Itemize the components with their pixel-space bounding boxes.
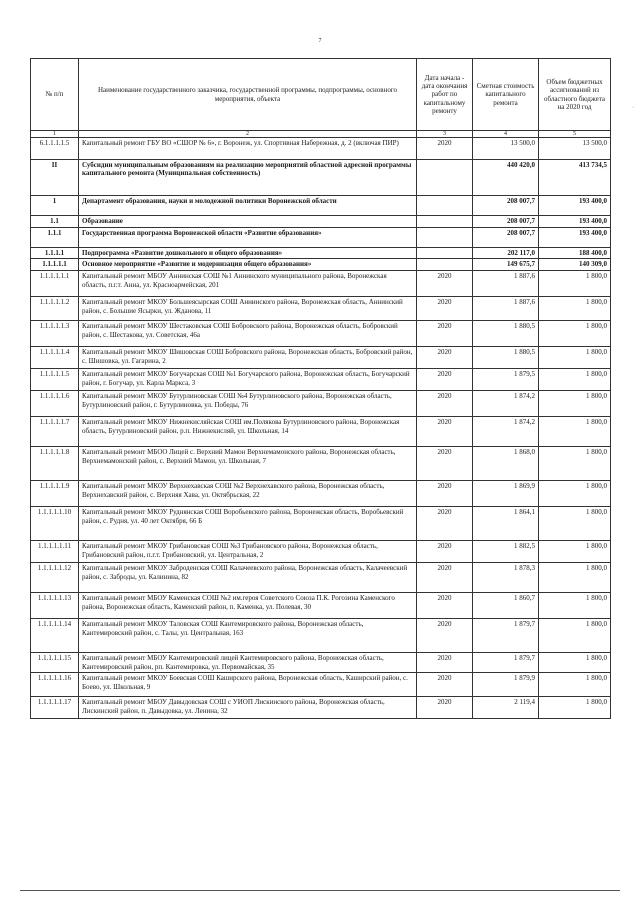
cell-alloc: 413 734,5 <box>539 160 611 196</box>
cell-cost: 1 880,5 <box>473 347 539 369</box>
table-row <box>31 160 611 196</box>
cell-alloc: 1 800,0 <box>539 321 611 347</box>
cell-name: Капитальный ремонт МКОУ Боевская СОШ Каширского района, Воронежская область, Каширский район, с. Боево, ул. Школьная, 9 <box>79 673 417 697</box>
cell-alloc: 188 400,0 <box>539 248 611 259</box>
cell-num: 1.1.1.1.1.17 <box>31 697 79 719</box>
table-row <box>31 321 611 347</box>
cell-cost: 208 007,7 <box>473 228 539 248</box>
cell-date: 2020 <box>417 297 473 321</box>
cell-name: Капитальный ремонт МКОУ Заброденская СОШ Калачеевского района, Воронежская область, Калачеевский район, с. Заброды, ул. Калинина, 82 <box>79 563 417 593</box>
cell-date <box>417 196 473 216</box>
cell-alloc: 13 500,0 <box>539 138 611 160</box>
capital-repair-table <box>30 58 611 719</box>
table-row <box>31 391 611 417</box>
cell-name: Капитальный ремонт МКОУ Бутурлиновская СОШ №4 Бутурлиновского района, Воронежская область, Бутурлиновский район, г. Бутурлиновка, ул. Победы, 76 <box>79 391 417 417</box>
cell-cost: 1 879,7 <box>473 619 539 653</box>
cell-num: 1.1.1.1.1.11 <box>31 541 79 563</box>
cell-date: 2020 <box>417 369 473 391</box>
cell-date: 2020 <box>417 541 473 563</box>
header-date: Дата начала - дата окончания работ по капитальному ремонту <box>417 59 473 131</box>
table-row <box>31 619 611 653</box>
cell-date <box>417 228 473 248</box>
cell-cost: 440 420,0 <box>473 160 539 196</box>
cell-name: Капитальный ремонт ГБУ ВО «СШОР № 6», г. Воронеж, ул. Спортивная Набережная, д. 2 (включая ПИР) <box>79 138 417 160</box>
page-number: 7 <box>318 38 322 44</box>
cell-num: 1.1.1.1.1.4 <box>31 347 79 369</box>
cell-alloc: 140 309,0 <box>539 259 611 271</box>
cell-num: 1.1.1.1.1.16 <box>31 673 79 697</box>
cell-cost: 1 869,9 <box>473 481 539 507</box>
column-index: 1 <box>31 131 79 138</box>
cell-name: Капитальный ремонт МКОУ Шестаковская СОШ Бобровского района, Воронежская область, Бобровский район, с. Шестакова, ул. Советская, 46а <box>79 321 417 347</box>
column-index-row <box>31 131 611 138</box>
header-name: Наименование государственного заказчика, государственной программы, подпрограммы, основного мероприятия, объекта <box>79 59 417 131</box>
cell-cost: 1 887,6 <box>473 271 539 297</box>
cell-alloc: 1 800,0 <box>539 481 611 507</box>
cell-cost: 208 007,7 <box>473 216 539 228</box>
column-index: 4 <box>473 131 539 138</box>
cell-name: Капитальный ремонт МБОО Лицей с. Верхний Мамон Верхнемамонского района, Воронежская область, Верхнемамонский район, с. Верхний Мамон, ул. Школьная, 7 <box>79 447 417 481</box>
cell-num: 1.1.1.1.1.2 <box>31 297 79 321</box>
cell-alloc: 1 800,0 <box>539 417 611 447</box>
cell-alloc: 1 800,0 <box>539 653 611 673</box>
cell-num: 1.1.1.1 <box>31 248 79 259</box>
cell-name: Капитальный ремонт МКОУ Грибановская СОШ №3 Грибановского района, Воронежская область, Грибановский район, п.г.т. Грибановский, ул. Центральная, 2 <box>79 541 417 563</box>
cell-date: 2020 <box>417 481 473 507</box>
cell-name: Капитальный ремонт МБОУ Аннинская СОШ №1 Аннинского муниципального района, Воронежская область, п.г.т. Анна, ул. Красноармейская, 201 <box>79 271 417 297</box>
cell-date: 2020 <box>417 697 473 719</box>
cell-date: 2020 <box>417 653 473 673</box>
cell-cost: 1 880,5 <box>473 321 539 347</box>
table-row <box>31 481 611 507</box>
cell-num: 1.1 <box>31 216 79 228</box>
table-row <box>31 138 611 160</box>
table-row <box>31 697 611 719</box>
cell-num: 1.1.1.1.1.14 <box>31 619 79 653</box>
cell-cost: 1 860,7 <box>473 593 539 619</box>
cell-name: Капитальный ремонт МКОУ Большеясырская СОШ Аннинского района, Воронежская область, Аннинский район, с. Большие Ясырки, ул. Жданова, 11 <box>79 297 417 321</box>
cell-alloc: 1 800,0 <box>539 369 611 391</box>
cell-name: Капитальный ремонт МБОУ Кантемировский лицей Кантемировского района, Воронежская область, Кантемировский район, рп. Кантемировка, ул. Первомайская, 35 <box>79 653 417 673</box>
table-row <box>31 196 611 216</box>
table-row <box>31 541 611 563</box>
cell-cost: 13 500,0 <box>473 138 539 160</box>
cell-name: Капитальный ремонт МБОУ Каменская СОШ №2 им.героя Советского Союза П.К. Рогозина Каменского района, Воронежская область, Каменский район, п. Каменка, ул. Полевая, 30 <box>79 593 417 619</box>
cell-num: 1.1.1.1.1.15 <box>31 653 79 673</box>
cell-alloc: 1 800,0 <box>539 673 611 697</box>
table-row <box>31 347 611 369</box>
cell-cost: 2 119,4 <box>473 697 539 719</box>
table-row <box>31 593 611 619</box>
cell-cost: 1 868,0 <box>473 447 539 481</box>
column-index: 5 <box>539 131 611 138</box>
header-alloc: Объем бюджетных ассигнований из областного бюджета на 2020 год <box>539 59 611 131</box>
table-row <box>31 653 611 673</box>
table-row <box>31 259 611 271</box>
cell-alloc: 193 400,0 <box>539 196 611 216</box>
cell-date: 2020 <box>417 391 473 417</box>
cell-cost: 1 874,2 <box>473 391 539 417</box>
cell-num: 1.1.1.1.1.6 <box>31 391 79 417</box>
cell-date <box>417 160 473 196</box>
cell-date <box>417 248 473 259</box>
cell-cost: 1 882,5 <box>473 541 539 563</box>
cell-date: 2020 <box>417 673 473 697</box>
cell-date: 2020 <box>417 593 473 619</box>
cell-cost: 1 864,1 <box>473 507 539 541</box>
cell-date: 2020 <box>417 563 473 593</box>
cell-cost: 1 879,5 <box>473 369 539 391</box>
table-row <box>31 673 611 697</box>
cell-name: Капитальный ремонт МКОУ Верхнехавская СОШ №2 Верхнехавского района, Воронежская область, Верхнехавский район, с. Верхняя Хава, ул. Октябрьская, 22 <box>79 481 417 507</box>
cell-cost: 1 879,9 <box>473 673 539 697</box>
cell-alloc: 1 800,0 <box>539 271 611 297</box>
cell-date: 2020 <box>417 507 473 541</box>
cell-name: Подпрограмма «Развитие дошкольного и общего образования» <box>79 248 417 259</box>
cell-alloc: 1 800,0 <box>539 297 611 321</box>
table-row <box>31 248 611 259</box>
cell-cost: 208 007,7 <box>473 196 539 216</box>
cell-alloc: 193 400,0 <box>539 228 611 248</box>
cell-name: Капитальный ремонт МБОУ Давыдовская СОШ с УИОП Лискинского района, Воронежская область, Лискинский район, п. Давыдовка, ул. Ленина, 32 <box>79 697 417 719</box>
table-body <box>31 138 611 719</box>
cell-num: 1.1.1.1.1.1 <box>31 271 79 297</box>
cell-alloc: 1 800,0 <box>539 347 611 369</box>
cell-num: 6.1.1.1.1.5 <box>31 138 79 160</box>
cell-name: Департамент образования, науки и молодежной политики Воронежской области <box>79 196 417 216</box>
column-index: 3 <box>417 131 473 138</box>
cell-num: 1.1.1.1.1 <box>31 259 79 271</box>
table-row <box>31 417 611 447</box>
cell-date <box>417 216 473 228</box>
cell-date: 2020 <box>417 347 473 369</box>
cell-cost: 1 878,3 <box>473 563 539 593</box>
page-bottom-rule <box>20 890 620 891</box>
cell-name: Субсидии муниципальным образованиям на реализацию мероприятий областной адресной программы капитального ремонта (Муниципальная собственность) <box>79 160 417 196</box>
column-index: 2 <box>79 131 417 138</box>
cell-name: Образование <box>79 216 417 228</box>
cell-alloc: 1 800,0 <box>539 619 611 653</box>
cell-cost: 202 117,0 <box>473 248 539 259</box>
cell-num: 1.1.1 <box>31 228 79 248</box>
cell-name: Основное мероприятие «Развитие и модернизация общего образования» <box>79 259 417 271</box>
cell-alloc: 193 400,0 <box>539 216 611 228</box>
cell-date: 2020 <box>417 447 473 481</box>
cell-alloc: 1 800,0 <box>539 447 611 481</box>
cell-name: Капитальный ремонт МКОУ Богучарская СОШ №1 Богучарского района, Воронежская область, Богучарский район, г. Богучар, ул. Карла Маркса, 3 <box>79 369 417 391</box>
cell-num: II <box>31 160 79 196</box>
cell-alloc: 1 800,0 <box>539 563 611 593</box>
table-row <box>31 447 611 481</box>
table-row <box>31 271 611 297</box>
cell-num: 1.1.1.1.1.3 <box>31 321 79 347</box>
cell-name: Государственная программа Воронежской области «Развитие образования» <box>79 228 417 248</box>
table-row <box>31 228 611 248</box>
table-header-row <box>31 59 611 131</box>
cell-alloc: 1 800,0 <box>539 541 611 563</box>
header-num: № п/п <box>31 59 79 131</box>
cell-num: 1.1.1.1.1.8 <box>31 447 79 481</box>
cell-cost: 1 874,2 <box>473 417 539 447</box>
cell-name: Капитальный ремонт МКОУ Нижнекисляйская СОШ им.Полякова Бутурлиновского района, Воронежская область, Бутурлиновский район, р.п. Нижнекисляй, ул. Школьная, 14 <box>79 417 417 447</box>
cell-alloc: 1 800,0 <box>539 507 611 541</box>
cell-num: 1 <box>31 196 79 216</box>
cell-num: 1.1.1.1.1.13 <box>31 593 79 619</box>
cell-date: 2020 <box>417 321 473 347</box>
cell-num: 1.1.1.1.1.5 <box>31 369 79 391</box>
table-row <box>31 297 611 321</box>
cell-alloc: 1 800,0 <box>539 391 611 417</box>
cell-name: Капитальный ремонт МКОУ Шишовская СОШ Бобровского района, Воронежская область, Бобровский район, с. Шишовка, ул. Гагарина, 2 <box>79 347 417 369</box>
cell-num: 1.1.1.1.1.9 <box>31 481 79 507</box>
cell-date <box>417 259 473 271</box>
cell-cost: 149 675,7 <box>473 259 539 271</box>
cell-date: 2020 <box>417 417 473 447</box>
cell-date: 2020 <box>417 271 473 297</box>
table-row <box>31 216 611 228</box>
cell-alloc: 1 800,0 <box>539 593 611 619</box>
table-row <box>31 563 611 593</box>
cell-num: 1.1.1.1.1.7 <box>31 417 79 447</box>
margin-mark: · <box>632 105 634 111</box>
cell-alloc: 1 800,0 <box>539 697 611 719</box>
cell-date: 2020 <box>417 619 473 653</box>
cell-name: Капитальный ремонт МКОУ Руднянская СОШ Воробьевского района, Воронежская область, Воробьевский район, с. Рудня, ул. 40 лет Октября, 66 Б <box>79 507 417 541</box>
table-row <box>31 369 611 391</box>
cell-num: 1.1.1.1.1.12 <box>31 563 79 593</box>
cell-name: Капитальный ремонт МКОУ Таловская СОШ Кантемировского района, Воронежская область, Кантемировский район, с. Талы, ул. Центральная, 163 <box>79 619 417 653</box>
cell-cost: 1 879,7 <box>473 653 539 673</box>
header-cost: Сметная стоимость капитального ремонта <box>473 59 539 131</box>
cell-cost: 1 887,6 <box>473 297 539 321</box>
cell-date: 2020 <box>417 138 473 160</box>
table-row <box>31 507 611 541</box>
cell-num: 1.1.1.1.1.10 <box>31 507 79 541</box>
